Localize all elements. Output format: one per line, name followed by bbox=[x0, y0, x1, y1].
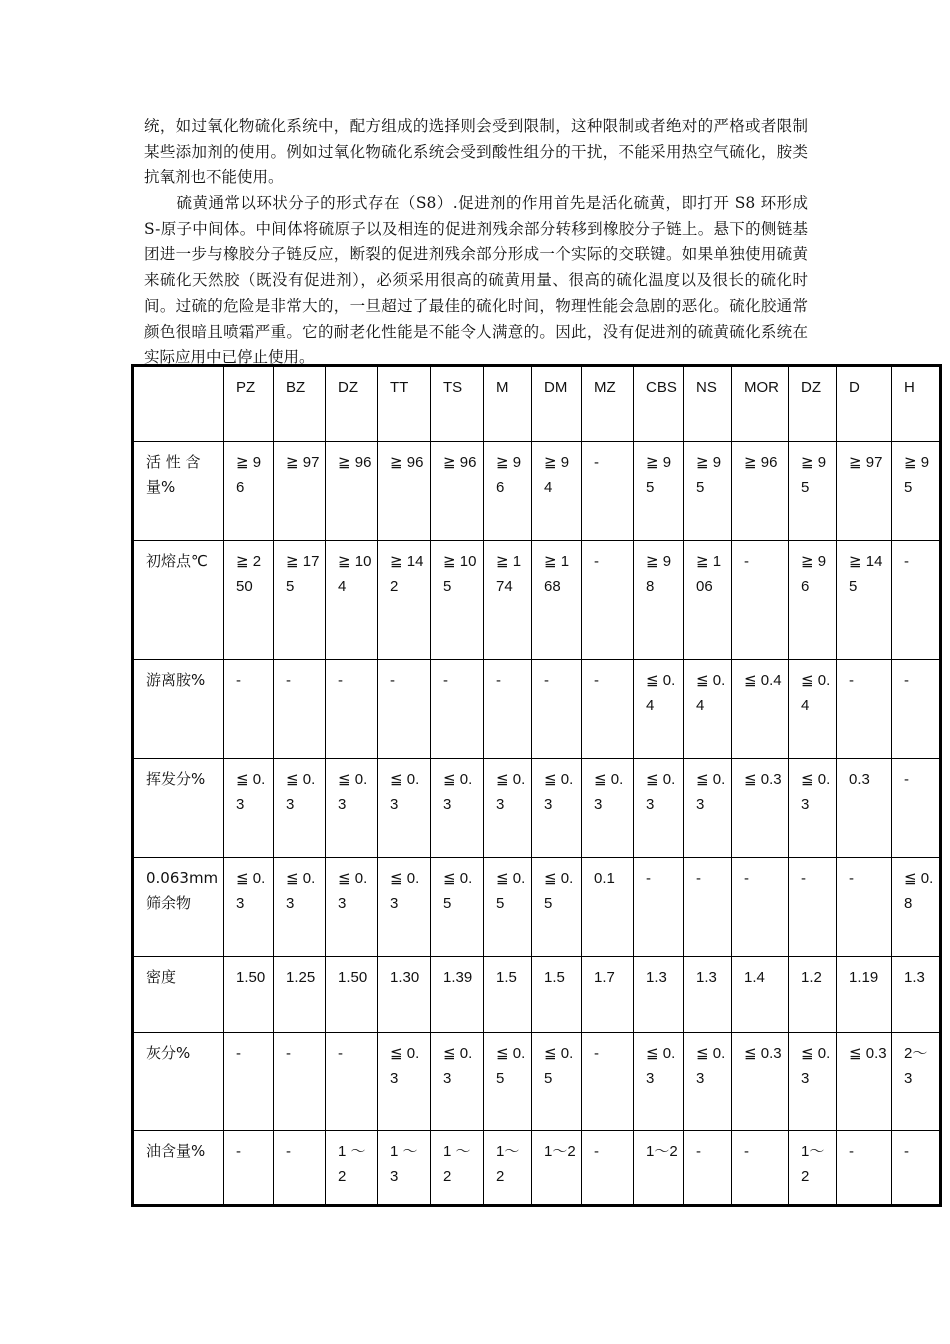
table-cell: - bbox=[892, 541, 941, 660]
table-cell: - bbox=[582, 1131, 634, 1206]
table-cell: ≦ 0.3 bbox=[634, 1033, 684, 1131]
row-label: 挥发分% bbox=[133, 759, 224, 858]
row-label: 灰分% bbox=[133, 1033, 224, 1131]
table-cell: ≦ 0.4 bbox=[789, 660, 837, 759]
table-cell: 1 ～ 2 bbox=[431, 1131, 484, 1206]
column-header: CBS bbox=[634, 366, 684, 442]
table-cell: - bbox=[274, 1131, 326, 1206]
table-row bbox=[133, 957, 941, 1033]
table-cell: ≦ 0.3 bbox=[431, 759, 484, 858]
table-cell: ≦ 0.8 bbox=[892, 858, 941, 957]
table-cell: - bbox=[224, 660, 274, 759]
table-cell: - bbox=[732, 1131, 789, 1206]
table-cell: 1～2 bbox=[484, 1131, 532, 1206]
table-cell: ≦ 0.3 bbox=[326, 858, 378, 957]
table-cell: ≦ 0.3 bbox=[532, 759, 582, 858]
table-cell: 1～2 bbox=[634, 1131, 684, 1206]
table-cell: ≧ 168 bbox=[532, 541, 582, 660]
table-cell: ≦ 0.3 bbox=[378, 1033, 431, 1131]
table-cell: ≦ 0.4 bbox=[684, 660, 732, 759]
table-cell: - bbox=[837, 858, 892, 957]
table-cell: ≧ 142 bbox=[378, 541, 431, 660]
paragraph-sulfur-vulcanization: 硫黄通常以环状分子的形式存在（S8）.促进剂的作用首先是活化硫黄，即打开 S8 环形成 S-原子中间体。中间体将硫原子以及相连的促进剂残余部分转移到橡胶分子链上。悬下的侧链基团进一步与橡胶分子链反应，断裂的促进剂残余部分形成一个实际的交联键。如果单独使用硫黄来硫化天然胶（既没有促进剂），必须采用很高的硫黄用量、很高的硫化温度以及很长的硫化时间。过硫的危险是非常大的，一旦超过了最佳的硫化时间，物理性能会急剧的恶化。硫化胶通常颜色很暗且喷霜严重。它的耐老化性能是不能令人满意的。因此，没有促进剂的硫黄硫化系统在实际应用中已停止使用。 bbox=[144, 194, 808, 367]
column-header: MZ bbox=[582, 366, 634, 442]
row-label: 0.063mm 筛余物 bbox=[133, 858, 224, 957]
table-cell: ≧ 95 bbox=[684, 442, 732, 541]
table-cell: ≦ 0.3 bbox=[431, 1033, 484, 1131]
table-cell: 1.5 bbox=[532, 957, 582, 1033]
table-cell: ≧ 106 bbox=[684, 541, 732, 660]
table-cell: ≦ 0.3 bbox=[326, 759, 378, 858]
table-cell: ≦ 0.3 bbox=[582, 759, 634, 858]
table-cell: ≦ 0.3 bbox=[484, 759, 532, 858]
table-cell: - bbox=[326, 1033, 378, 1131]
table-cell: - bbox=[837, 1131, 892, 1206]
table-cell: ≦ 0.3 bbox=[378, 858, 431, 957]
table-cell: 1～2 bbox=[789, 1131, 837, 1206]
table-cell: ≦ 0.3 bbox=[684, 1033, 732, 1131]
table-cell: 1～2 bbox=[532, 1131, 582, 1206]
column-header: TT bbox=[378, 366, 431, 442]
table-cell: - bbox=[532, 660, 582, 759]
table-cell: - bbox=[274, 1033, 326, 1131]
table-cell: ≦ 0.3 bbox=[274, 759, 326, 858]
row-label: 初熔点℃ bbox=[133, 541, 224, 660]
row-label: 油含量% bbox=[133, 1131, 224, 1206]
table-cell: - bbox=[892, 759, 941, 858]
table-cell: ≦ 0.3 bbox=[684, 759, 732, 858]
column-header: DZ bbox=[789, 366, 837, 442]
table-cell: ≧ 174 bbox=[484, 541, 532, 660]
table-row bbox=[133, 858, 941, 957]
table-cell: - bbox=[684, 858, 732, 957]
table-row bbox=[133, 541, 941, 660]
column-header: DM bbox=[532, 366, 582, 442]
table-cell: ≦ 0.3 bbox=[634, 759, 684, 858]
table-cell: ≧ 96 bbox=[326, 442, 378, 541]
table-cell: ≦ 0.5 bbox=[431, 858, 484, 957]
table-cell: ≦ 0.3 bbox=[837, 1033, 892, 1131]
table-cell: - bbox=[582, 442, 634, 541]
table-row bbox=[133, 1131, 941, 1206]
table-cell: - bbox=[224, 1033, 274, 1131]
table-cell: ≦ 0.3 bbox=[224, 759, 274, 858]
table-cell: - bbox=[892, 660, 941, 759]
column-header: MOR bbox=[732, 366, 789, 442]
column-header: M bbox=[484, 366, 532, 442]
table-cell: 1.25 bbox=[274, 957, 326, 1033]
table-cell: ≧ 96 bbox=[484, 442, 532, 541]
table-cell: - bbox=[484, 660, 532, 759]
table-cell: ≦ 0.5 bbox=[484, 1033, 532, 1131]
column-header: NS bbox=[684, 366, 732, 442]
table-cell: - bbox=[634, 858, 684, 957]
table-cell: ≧ 95 bbox=[892, 442, 941, 541]
table-cell: 1.19 bbox=[837, 957, 892, 1033]
table-cell: ≦ 0.3 bbox=[224, 858, 274, 957]
table-cell: - bbox=[582, 1033, 634, 1131]
table-cell: ≦ 0.5 bbox=[532, 858, 582, 957]
table-cell: ≧ 94 bbox=[532, 442, 582, 541]
table-cell: 1.50 bbox=[326, 957, 378, 1033]
table-cell: - bbox=[582, 660, 634, 759]
table-cell: 0.1 bbox=[582, 858, 634, 957]
table-cell: 1.3 bbox=[892, 957, 941, 1033]
table-cell: - bbox=[892, 1131, 941, 1206]
column-header: BZ bbox=[274, 366, 326, 442]
column-header: H bbox=[892, 366, 941, 442]
table-cell: ≦ 0.3 bbox=[274, 858, 326, 957]
table-cell: ≧ 250 bbox=[224, 541, 274, 660]
table-cell: 1 ～ 2 bbox=[326, 1131, 378, 1206]
table-cell: 1.3 bbox=[634, 957, 684, 1033]
table-cell: 1.30 bbox=[378, 957, 431, 1033]
table-cell: 0.3 bbox=[837, 759, 892, 858]
table-cell: ≧ 97 bbox=[274, 442, 326, 541]
paragraph-continuation: 统，如过氧化物硫化系统中，配方组成的选择则会受到限制，这种限制或者绝对的严格或者限制某些添加剂的使用。例如过氧化物硫化系统会受到酸性组分的干扰，不能采用热空气硫化，胺类抗氧剂也不能使用。 bbox=[144, 117, 808, 187]
table-cell: 1.4 bbox=[732, 957, 789, 1033]
table-cell: - bbox=[732, 858, 789, 957]
table-cell: ≧ 175 bbox=[274, 541, 326, 660]
table-cell: ≦ 0.5 bbox=[484, 858, 532, 957]
table-cell: - bbox=[837, 660, 892, 759]
table-cell: - bbox=[789, 858, 837, 957]
table-cell: ≧ 96 bbox=[789, 541, 837, 660]
table-cell: 1.50 bbox=[224, 957, 274, 1033]
table-cell: ≧ 97 bbox=[837, 442, 892, 541]
table-cell: - bbox=[274, 660, 326, 759]
table-cell: 2～3 bbox=[892, 1033, 941, 1131]
table-cell: ≧ 96 bbox=[431, 442, 484, 541]
table-cell: 1.39 bbox=[431, 957, 484, 1033]
table-cell: ≧ 95 bbox=[634, 442, 684, 541]
column-header: DZ bbox=[326, 366, 378, 442]
table-cell: 1.7 bbox=[582, 957, 634, 1033]
table-cell: 1 ～ 3 bbox=[378, 1131, 431, 1206]
table-row bbox=[133, 660, 941, 759]
column-header: D bbox=[837, 366, 892, 442]
table-cell: ≦ 0.3 bbox=[732, 759, 789, 858]
table-cell: ≧ 98 bbox=[634, 541, 684, 660]
table-cell: ≧ 96 bbox=[224, 442, 274, 541]
table-cell: ≦ 0.3 bbox=[789, 1033, 837, 1131]
table-cell: ≧ 96 bbox=[378, 442, 431, 541]
table-cell: - bbox=[326, 660, 378, 759]
row-label: 活 性 含量% bbox=[133, 442, 224, 541]
table-cell: ≦ 0.3 bbox=[378, 759, 431, 858]
table-header-row bbox=[133, 366, 941, 442]
table-cell: ≧ 96 bbox=[732, 442, 789, 541]
table-cell: ≧ 105 bbox=[431, 541, 484, 660]
header-corner-cell bbox=[133, 366, 224, 442]
table-cell: 1.2 bbox=[789, 957, 837, 1033]
table-cell: - bbox=[684, 1131, 732, 1206]
table-row bbox=[133, 1033, 941, 1131]
column-header: PZ bbox=[224, 366, 274, 442]
table-cell: - bbox=[732, 541, 789, 660]
table-cell: ≦ 0.4 bbox=[634, 660, 684, 759]
table-cell: 1.3 bbox=[684, 957, 732, 1033]
accelerator-spec-table bbox=[131, 364, 942, 1207]
table-cell: ≦ 0.4 bbox=[732, 660, 789, 759]
table-cell: - bbox=[224, 1131, 274, 1206]
row-label: 游离胺% bbox=[133, 660, 224, 759]
table-cell: ≦ 0.3 bbox=[789, 759, 837, 858]
table-row bbox=[133, 442, 941, 541]
table-cell: ≦ 0.5 bbox=[532, 1033, 582, 1131]
table-row bbox=[133, 759, 941, 858]
table-cell: ≧ 145 bbox=[837, 541, 892, 660]
table-cell: - bbox=[378, 660, 431, 759]
row-label: 密度 bbox=[133, 957, 224, 1033]
table-cell: ≦ 0.3 bbox=[732, 1033, 789, 1131]
table-cell: - bbox=[582, 541, 634, 660]
table-cell: ≧ 104 bbox=[326, 541, 378, 660]
table-cell: ≧ 95 bbox=[789, 442, 837, 541]
table-cell: - bbox=[431, 660, 484, 759]
table-cell: 1.5 bbox=[484, 957, 532, 1033]
column-header: TS bbox=[431, 366, 484, 442]
